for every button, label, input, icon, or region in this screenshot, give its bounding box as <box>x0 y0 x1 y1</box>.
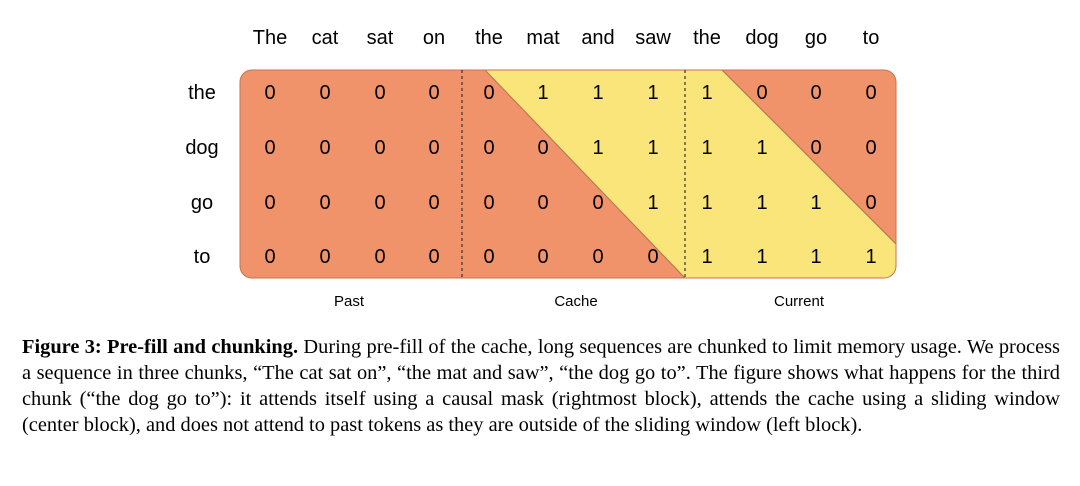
mask-cell-value: 1 <box>701 246 713 268</box>
mask-cell-value: 1 <box>647 82 659 104</box>
row-header: to <box>193 246 211 268</box>
mask-cell-value: 1 <box>592 82 604 104</box>
mask-cell-value: 1 <box>756 137 768 159</box>
mask-cell-value: 0 <box>810 137 822 159</box>
mask-cell-value: 1 <box>756 192 768 214</box>
mask-cell-value: 0 <box>374 192 386 214</box>
mask-cell-value: 1 <box>647 192 659 214</box>
mask-cell-value: 0 <box>592 246 604 268</box>
mask-cell-value: 0 <box>374 82 386 104</box>
column-header: cat <box>311 27 339 49</box>
mask-cell-value: 0 <box>592 192 604 214</box>
row-header: the <box>188 82 216 104</box>
mask-cell-value: 0 <box>264 82 276 104</box>
mask-cell-value: 1 <box>701 137 713 159</box>
mask-cell-value: 0 <box>537 246 549 268</box>
mask-cell-value: 1 <box>865 246 877 268</box>
column-header: the <box>475 27 503 49</box>
mask-cell-value: 0 <box>264 246 276 268</box>
mask-cell-value: 0 <box>756 82 768 104</box>
mask-cell-value: 0 <box>810 82 822 104</box>
mask-cell-value: 1 <box>756 246 768 268</box>
column-header: saw <box>635 27 671 49</box>
mask-cell-value: 0 <box>264 137 276 159</box>
mask-panel <box>240 70 896 278</box>
block-label-past: Past <box>333 293 365 310</box>
mask-cell-value: 0 <box>374 246 386 268</box>
column-header: on <box>422 27 446 49</box>
column-header: go <box>804 27 828 49</box>
mask-cell-value: 1 <box>647 137 659 159</box>
column-header: sat <box>366 27 394 49</box>
mask-cell-value: 1 <box>701 82 713 104</box>
mask-cell-value: 0 <box>537 137 549 159</box>
column-headers <box>253 27 880 49</box>
mask-cell-value: 0 <box>319 137 331 159</box>
column-header: dog <box>745 27 779 49</box>
mask-cell-value: 0 <box>319 82 331 104</box>
mask-cell-value: 1 <box>810 192 822 214</box>
mask-cell-value: 0 <box>537 192 549 214</box>
block-label-current: Current <box>773 293 825 310</box>
mask-cell-value: 0 <box>428 82 440 104</box>
mask-cell-value: 0 <box>865 192 877 214</box>
row-header: dog <box>185 137 219 159</box>
mask-cell-value: 0 <box>865 82 877 104</box>
mask-cell-value: 0 <box>374 137 386 159</box>
mask-cell-value: 0 <box>483 192 495 214</box>
column-header: to <box>862 27 880 49</box>
row-headers <box>185 82 218 268</box>
caption-text: During pre-fill of the cache, long sequences are chunked to limit memory usage. We process a sequence in three chunks, “The cat sat on”, “the mat and saw”, “the dog go to”. The figure shows what happens for the third chunk (“the dog go to”): it attends itself using a causal mask (rightmost block), attends the cache using a sliding window (center block), and does not attend to past tokens as they are outside of the sliding window (left block). <box>22 336 1060 436</box>
block-label-cache: Cache <box>554 293 598 310</box>
column-header: the <box>693 27 721 49</box>
mask-cell-value: 1 <box>810 246 822 268</box>
mask-cell-value: 0 <box>483 82 495 104</box>
mask-cell-value: 0 <box>319 246 331 268</box>
block-labels <box>334 293 825 310</box>
mask-cell-value: 0 <box>264 192 276 214</box>
caption-label: Figure 3: Pre-fill and chunking. <box>22 336 299 358</box>
mask-cell-value: 0 <box>319 192 331 214</box>
mask-cell-value: 1 <box>701 192 713 214</box>
row-header: go <box>190 192 214 214</box>
mask-cell-value: 0 <box>428 192 440 214</box>
column-header: The <box>252 27 288 49</box>
mask-cell-value: 1 <box>592 137 604 159</box>
mask-cell-value: 1 <box>537 82 549 104</box>
mask-cell-value: 0 <box>483 137 495 159</box>
mask-cell-value: 0 <box>865 137 877 159</box>
column-header: mat <box>526 27 560 49</box>
figure-caption <box>22 334 1060 438</box>
mask-cell-value: 0 <box>647 246 659 268</box>
mask-cell-value: 0 <box>483 246 495 268</box>
column-header: and <box>581 27 615 49</box>
mask-cell-value: 0 <box>428 137 440 159</box>
mask-cell-value: 0 <box>428 246 440 268</box>
